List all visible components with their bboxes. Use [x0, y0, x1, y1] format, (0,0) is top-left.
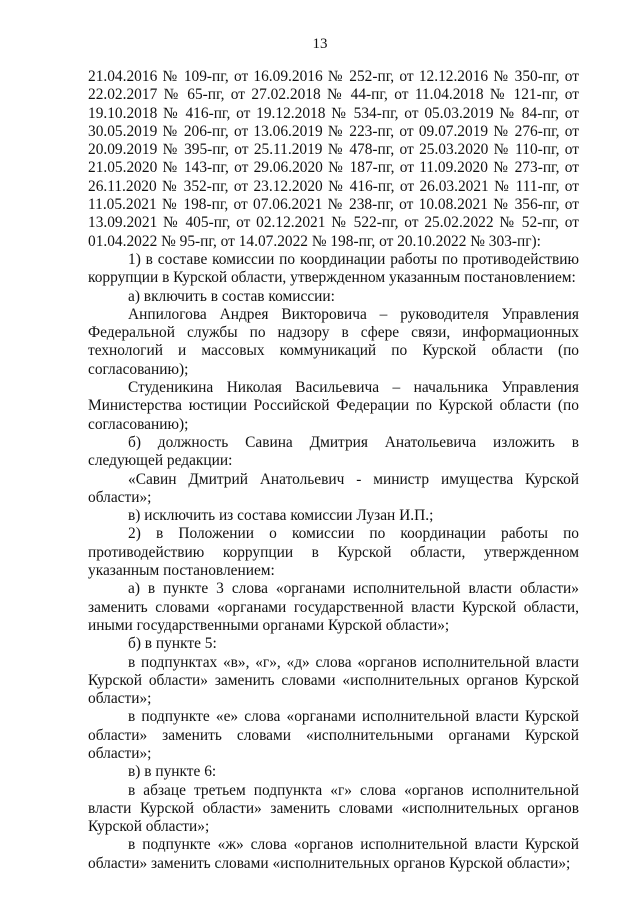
paragraph-item-2a: а) в пункте 3 слова «органами исполнительной власти области» заменить словами «органами государственной власти Курской области, иными государственными органами Курской области»; — [88, 580, 579, 634]
page-number: 13 — [312, 36, 328, 52]
paragraph-item-1b: б) должность Савина Дмитрия Анатольевича изложить в следующей редакции: — [88, 433, 579, 470]
paragraph-member-savin: «Савин Дмитрий Анатольевич - министр имущества Курской области»; — [88, 470, 579, 506]
paragraph-item-1a: а) включить в состав комиссии: — [128, 287, 335, 305]
paragraph-item-2v-subpoint-g: в абзаце третьем подпункта «г» слова «органов исполнительной власти Курской области» заменить словами «исполнительных органов Курской области»; — [88, 781, 579, 836]
paragraph-continuation: 21.04.2016 № 109-пг, от 16.09.2016 № 252-пг, от 12.12.2016 № 350-пг, от 22.02.2017 № 65-пг, от 27.02.2018 № 44-пг, от 11.04.2018 № 121-пг, от 19.10.2018 № 416-пг, от 19.12.2018 № 534-пг, от 05.03.2019 № 84-пг, от 30.05.2019 № 206-пг, от 13.06.2019 № 223-пг, от 09.07.2019 № 276-пг, от 20.09.2019 № 395-пг, от 25.11.2019 № 478-пг, от 25.03.2020 № 110-пг, от 21.05.2020 № 143-пг, от 29.06.2020 № 187-пг, от 11.09.2020 № 273-пг, от 26.11.2020 № 352-пг, от 23.12.2020 № 416-пг, от 26.03.2021 № 111-пг, от 11.05.2021 № 198-пг, от 07.06.2021 № 238-пг, от 10.08.2021 № 356-пг, от 13.09.2021 № 405-пг, от 02.12.2021 № 522-пг, от 25.02.2022 № 52-пг, от 01.04.2022 № 95-пг, от 14.07.2022 № 198-пг, от 20.10.2022 № 303-пг): — [88, 68, 579, 250]
paragraph-item-1v: в) исключить из состава комиссии Лузан И.П.; — [128, 507, 434, 525]
document-body — [88, 68, 579, 873]
paragraph-item-2b-subpoint-e: в подпункте «е» слова «органами исполнительной власти Курской области» заменить словами «исполнительными органами Курской области»; — [88, 708, 579, 762]
paragraph-member-anpilogov: Анпилогова Андрея Викторовича – руководителя Управления Федеральной службы по надзору в сфере связи, информационных технологий и массовых коммуникаций по Курской области (по согласованию); — [88, 305, 579, 378]
paragraph-item-1: 1) в составе комиссии по координации работы по противодействию коррупции в Курской области, утвержденном указанным постановлением: — [88, 250, 579, 287]
paragraph-item-2v-subpoint-zh: в подпункте «ж» слова «органов исполнительной власти Курской области» заменить словами «исполнительных органов Курской области»; — [88, 836, 579, 872]
paragraph-item-2b: б) в пункте 5: — [128, 635, 217, 653]
paragraph-item-2b-subpoints-vgd: в подпунктах «в», «г», «д» слова «органов исполнительной власти Курской области» заменить словами «исполнительных органов Курской области»; — [88, 653, 579, 708]
paragraph-item-2v: в) в пункте 6: — [128, 763, 217, 781]
paragraph-item-2: 2) в Положении о комиссии по координации работы по противодействию коррупции в Курской области, утвержденном указанным постановлением: — [88, 525, 579, 580]
paragraph-member-studenikin: Студеникина Николая Васильевича – начальника Управления Министерства юстиции Российской Федерации по Курской области (по согласованию); — [88, 379, 579, 433]
